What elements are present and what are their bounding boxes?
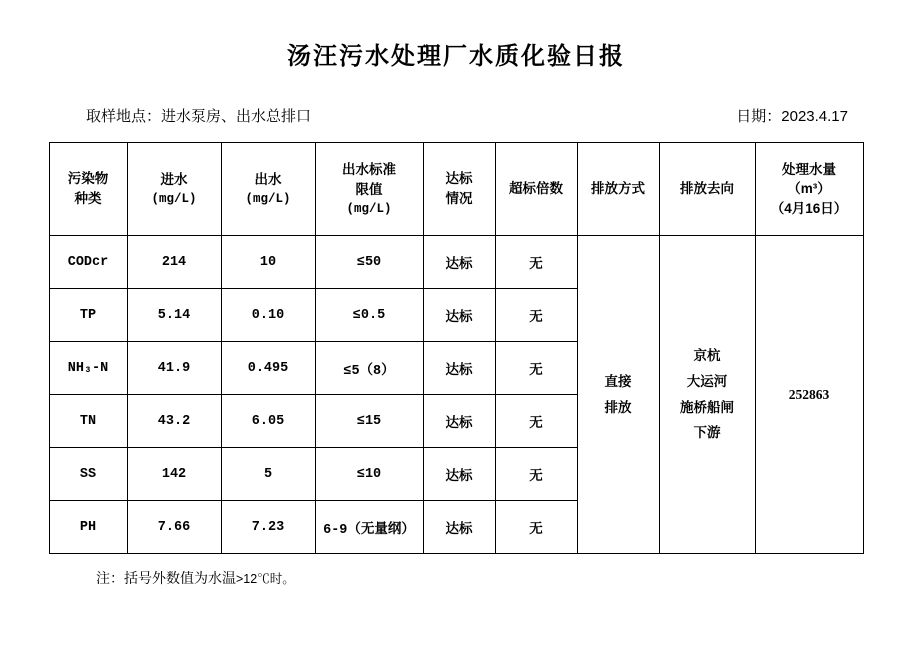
cell-influent: 41.9 [127,342,221,395]
header-discharge-method-line1: 排放方式 [591,181,645,197]
discharge-destination-line-3: 施桥船闸 [680,399,734,415]
header-exceed [495,143,577,236]
cell-compliance: 达标 [423,289,495,342]
discharge-destination-line-4: 下游 [693,425,721,441]
cell-pollutant: NH₃-N [49,342,127,395]
footnote-text: 括号外数值为水温 [124,570,236,586]
header-treated-volume [755,143,863,236]
footnote-prefix: 注： [96,570,124,586]
cell-effluent: 0.10 [221,289,315,342]
cell-compliance: 达标 [423,236,495,289]
cell-limit: ≤0.5 [315,289,423,342]
header-discharge-destination-line1: 排放去向 [680,181,734,197]
table-row [49,236,863,289]
discharge-destination-line-1: 京杭 [693,348,721,364]
header-compliance [423,143,495,236]
footnote-condition: >12℃时。 [236,572,295,586]
cell-influent: 43.2 [127,395,221,448]
header-effluent [221,143,315,236]
water-quality-table [49,142,864,554]
cell-compliance: 达标 [423,448,495,501]
table-header [49,143,863,236]
header-pollutant-line2: 种类 [74,191,102,206]
footnote [96,568,912,588]
header-pollutant [49,143,127,236]
header-row [49,143,863,236]
cell-exceed: 无 [495,501,577,554]
header-limit [315,143,423,236]
discharge-method-line-1: 直接 [604,373,632,389]
header-treated-volume-line1: 处理水量 [782,161,836,177]
header-compliance-line2: 情况 [445,191,473,206]
cell-effluent: 6.05 [221,395,315,448]
cell-exceed: 无 [495,236,577,289]
cell-pollutant: PH [49,501,127,554]
header-influent [127,143,221,236]
cell-influent: 142 [127,448,221,501]
sampling-location: 取样地点：进水泵房、出水总排口 [86,108,312,125]
cell-pollutant: SS [49,448,127,501]
cell-influent: 214 [127,236,221,289]
cell-influent: 7.66 [127,501,221,554]
cell-effluent: 7.23 [221,501,315,554]
cell-compliance: 达标 [423,342,495,395]
header-treated-volume-line2: （m³） [787,181,831,197]
cell-pollutant: CODcr [49,236,127,289]
header-limit-line1: 出水标准 [342,162,396,178]
header-discharge-method [577,143,659,236]
cell-limit: 6-9（无量纲） [315,501,423,554]
header-effluent-line1: 出水 [254,172,282,188]
cell-exceed: 无 [495,395,577,448]
header-treated-volume-line3: （4月16日） [770,200,848,216]
header-compliance-line1: 达标 [445,171,473,187]
cell-effluent: 10 [221,236,315,289]
cell-exceed: 无 [495,448,577,501]
cell-effluent: 0.495 [221,342,315,395]
header-influent-line2: (mg/L) [151,191,197,206]
discharge-method-line-2: 排放 [604,399,632,415]
cell-limit: ≤15 [315,395,423,448]
table-body [49,236,863,554]
cell-compliance: 达标 [423,501,495,554]
cell-pollutant: TN [49,395,127,448]
header-pollutant-line1: 污染物 [67,171,109,187]
cell-effluent: 5 [221,448,315,501]
discharge-destination-line-2: 大运河 [686,373,728,389]
cell-influent: 5.14 [127,289,221,342]
cell-treated-volume: 252863 [755,236,863,554]
cell-limit: ≤5（8） [315,342,423,395]
header-effluent-line2: (mg/L) [245,191,291,206]
header-influent-line1: 进水 [160,172,188,188]
cell-discharge-method [577,236,659,554]
cell-exceed: 无 [495,289,577,342]
report-page [0,36,912,667]
header-limit-line3: (mg/L) [346,201,392,216]
cell-exceed: 无 [495,342,577,395]
cell-limit: ≤50 [315,236,423,289]
cell-compliance: 达标 [423,395,495,448]
header-discharge-destination [659,143,755,236]
header-exceed-line1: 超标倍数 [509,181,563,197]
meta-row [86,105,848,126]
report-date: 日期：2023.4.17 [736,108,848,125]
cell-limit: ≤10 [315,448,423,501]
cell-pollutant: TP [49,289,127,342]
header-limit-line2: 限值 [355,181,383,197]
page-title: 汤汪污水处理厂水质化验日报 [287,43,625,70]
cell-discharge-destination [659,236,755,554]
